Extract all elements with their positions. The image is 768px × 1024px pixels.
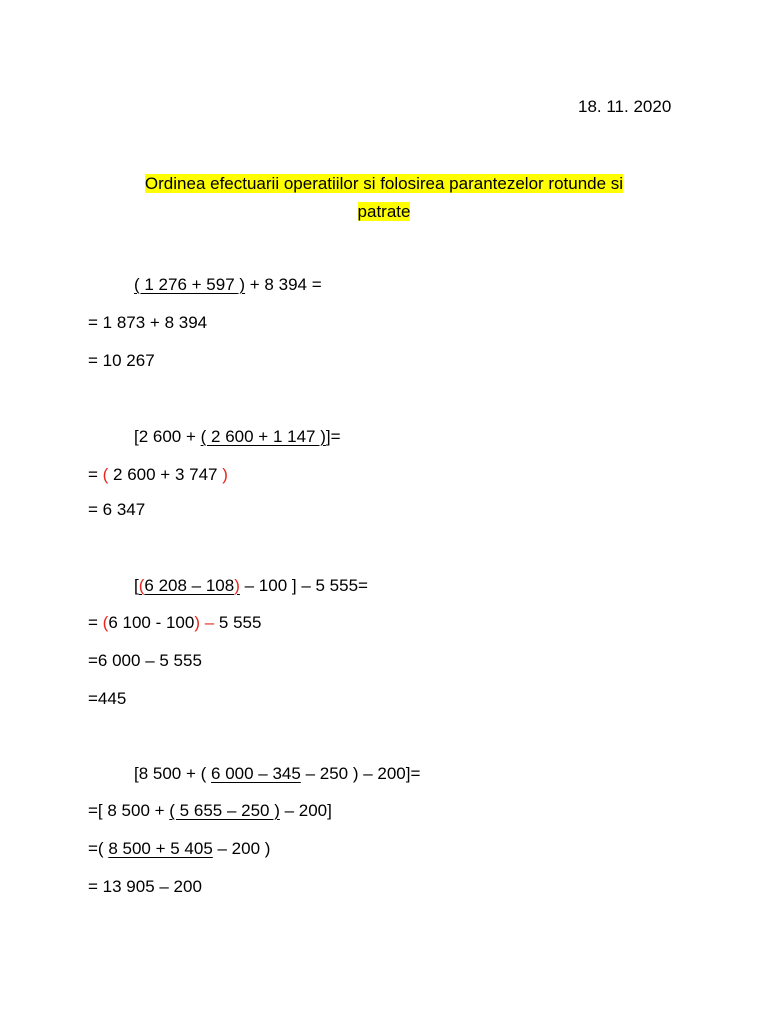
expr-text: = 10 267: [88, 351, 155, 370]
exercise-4-line-1: [134, 764, 420, 784]
underlined-expr: ( 2 600 + 1 147 ): [200, 427, 326, 446]
expr-text: =6 000 – 5 555: [88, 651, 202, 670]
expr-text: + 8 394 =: [245, 275, 322, 294]
expr-text: = 6 347: [88, 500, 146, 519]
exercise-1-line-1: [134, 275, 322, 295]
expr-text: 6 100 - 100: [108, 613, 195, 632]
expr-text: [2 600 +: [134, 427, 201, 446]
expr-text: 2 600 + 3 747: [113, 465, 223, 484]
expr-text: [: [134, 576, 139, 595]
highlighted-title-2: patrate: [357, 202, 411, 221]
expr-text: ]=: [325, 427, 341, 446]
expr-text: =: [88, 613, 103, 632]
red-paren: ): [222, 465, 228, 484]
exercise-4-line-4: [88, 877, 202, 897]
expr-text: [8 500 + (: [134, 764, 212, 783]
exercise-3-line-1: [134, 576, 368, 596]
red-paren: (: [138, 576, 145, 595]
highlighted-title-1: Ordinea efectuarii operatiilor si folosirea parantezelor rotunde si: [144, 174, 624, 193]
expr-text: 5 555: [214, 613, 262, 632]
expr-text: =(: [88, 839, 109, 858]
exercise-2-line-3: [88, 500, 145, 520]
exercise-3-line-3: [88, 651, 202, 671]
expr-text: =[ 8 500 +: [88, 801, 170, 820]
red-paren: ): [234, 576, 240, 595]
expr-text: 6 208 – 108: [144, 576, 235, 595]
red-paren: (: [102, 613, 109, 632]
underlined-bracket: [134, 576, 240, 595]
title-line-2: [0, 202, 768, 222]
expr-text: =445: [88, 689, 127, 708]
exercise-3-line-2: [88, 613, 261, 633]
exercise-2-line-1: [134, 427, 341, 447]
red-paren: (: [102, 465, 114, 484]
expr-text: – 200 ): [212, 839, 271, 858]
underlined-expr: ( 1 276 + 597 ): [134, 275, 246, 294]
exercise-2-line-2: [88, 465, 228, 485]
exercise-3-line-4: [88, 689, 126, 709]
expr-text: = 13 905 – 200: [88, 877, 202, 896]
expr-text: – 100 ] – 5 555=: [239, 576, 368, 595]
date: 18. 11. 2020: [578, 97, 672, 116]
exercise-4-line-3: [88, 839, 270, 859]
expr-text: =: [88, 465, 103, 484]
underlined-expr: ( 5 655 – 250 ): [169, 801, 280, 820]
expr-text: = 1 873 + 8 394: [88, 313, 208, 332]
red-paren: ) –: [194, 613, 215, 632]
underlined-expr: 6 000 – 345: [211, 764, 301, 783]
title-line-1: [0, 174, 768, 194]
underlined-expr: 8 500 + 5 405: [108, 839, 213, 858]
expr-text: – 250 ) – 200]=: [300, 764, 421, 783]
exercise-1-line-3: [88, 351, 155, 371]
expr-text: – 200]: [279, 801, 332, 820]
exercise-1-line-2: [88, 313, 207, 333]
exercise-4-line-2: [88, 801, 332, 821]
